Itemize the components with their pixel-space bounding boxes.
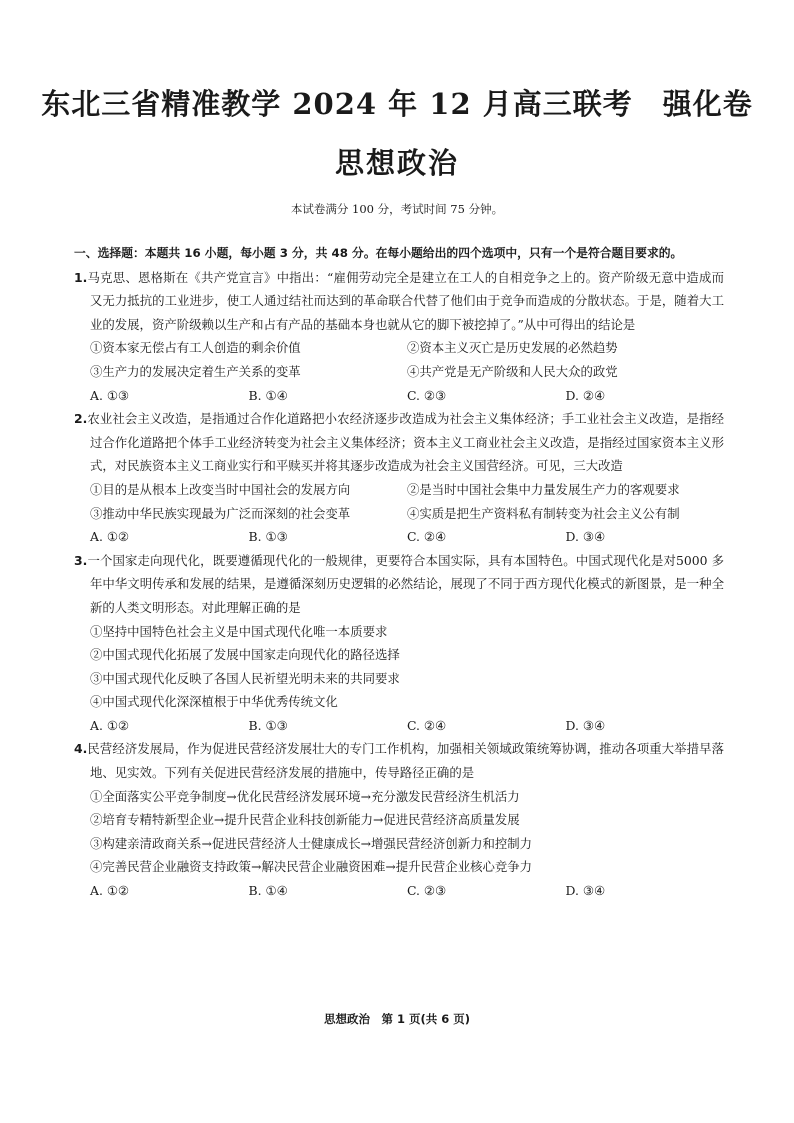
choice-d: D. ③④ — [565, 717, 606, 733]
choice-a: A. ①③ — [90, 387, 130, 403]
answer-choices — [90, 714, 724, 738]
choice-a: A. ①② — [90, 529, 130, 545]
option-item: ②培育专精特新型企业→提升民营企业科技创新能力→促进民营经济高质量发展 — [90, 812, 520, 828]
subject-title: 思想政治 — [334, 146, 459, 180]
page-footer: 思想政治 第 1 页(共 6 页) — [323, 1012, 471, 1026]
option-item: ②是当时中国社会集中力量发展生产力的客观要求 — [407, 481, 680, 497]
option-item: ③生产力的发展决定着生产关系的变革 — [90, 363, 301, 379]
option-item: ④中国式现代化深深植根于中华优秀传统文化 — [90, 694, 338, 710]
option-item: ①目的是从根本上改变当时中国社会的发展方向 — [90, 481, 351, 497]
question-4 — [74, 737, 724, 902]
option-row — [90, 360, 724, 384]
question-number: 4. — [74, 741, 88, 757]
choice-b: B. ①③ — [248, 529, 288, 545]
question-options — [74, 785, 724, 903]
choice-b: B. ①③ — [248, 717, 288, 733]
question-3 — [74, 549, 724, 738]
exam-note: 本试卷满分 100 分，考试时间 75 分钟。 — [290, 202, 504, 216]
option-item: ④完善民营企业融资支持政策→解决民营企业融资困难→提升民营企业核心竞争力 — [90, 859, 533, 875]
choice-d: D. ③④ — [565, 883, 606, 899]
question-stem — [74, 266, 724, 337]
choice-c: C. ②④ — [407, 717, 447, 733]
choice-a: A. ①② — [90, 717, 130, 733]
question-text: 马克思、恩格斯在《共产党宣言》中指出：“雇佣劳动完全是建立在工人的自相竞争之上的。资产阶级无意中造成而又无力抵抗的工业进步，使工人通过结社而达到的革命联合代替了他们由于竞争而造成的分散状态。于是，随着大工业的发展，资产阶级赖以生产和占有产品的基础本身也就从它的脚下被挖掉了。”从中可得出的结论是 — [87, 269, 724, 332]
choice-c: C. ②③ — [407, 883, 447, 899]
question-2 — [74, 407, 724, 549]
option-item: ④共产党是无产阶级和人民大众的政党 — [407, 363, 618, 379]
choice-b: B. ①④ — [248, 883, 288, 899]
option-item: ③推动中华民族实现最为广泛而深刻的社会变革 — [90, 505, 351, 521]
choice-d: D. ②④ — [565, 387, 606, 403]
choice-c: C. ②④ — [407, 529, 447, 545]
question-options — [74, 620, 724, 738]
question-number: 1. — [74, 269, 88, 285]
choice-a: A. ①② — [90, 883, 130, 899]
question-stem — [74, 549, 724, 620]
option-item: ①资本家无偿占有工人创造的剩余价值 — [90, 340, 301, 356]
question-text: 民营经济发展局，作为促进民营经济发展壮大的专门工作机构，加强相关领域政策统筹协调，推动各项重大举措早落地、见实效。下列有关促进民营经济发展的措施中，传导路径正确的是 — [87, 741, 724, 781]
option-item: ①全面落实公平竞争制度→优化民营经济发展环境→充分激发民营经济生机活力 — [90, 788, 520, 804]
option-row — [90, 502, 724, 526]
answer-choices — [90, 525, 724, 549]
question-1 — [74, 266, 724, 408]
option-item: ④实质是把生产资料私有制转变为社会主义公有制 — [407, 505, 680, 521]
question-number: 3. — [74, 552, 88, 568]
question-options — [74, 478, 724, 549]
answer-choices — [90, 384, 724, 408]
choice-c: C. ②③ — [407, 387, 447, 403]
question-stem — [74, 407, 724, 478]
option-item: ②中国式现代化拓展了发展中国家走向现代化的路径选择 — [90, 647, 400, 663]
option-row — [90, 478, 724, 502]
question-text: 一个国家走向现代化，既要遵循现代化的一般规律，更要符合本国实际，具有本国特色。中国式现代化是对5000 多年中华文明传承和发展的结果，是遵循深刻历史逻辑的必然结论，展现了不同于西方现代化模式的新图景，是一种全新的人类文明形态。对此理解正确的是 — [87, 552, 724, 615]
option-item: ②资本主义灭亡是历史发展的必然趋势 — [407, 340, 618, 356]
choice-d: D. ③④ — [565, 529, 606, 545]
question-text: 农业社会主义改造，是指通过合作化道路把小农经济逐步改造成为社会主义集体经济；手工业社会主义改造，是指经过合作化道路把个体手工业经济转变为社会主义集体经济；资本主义工商业社会主义改造，是指经过国家资本主义形式，对民族资本主义工商业实行和平赎买并将其逐步改造成为社会主义国营经济。可见，三大改造 — [87, 411, 724, 474]
question-stem — [74, 737, 724, 784]
option-item: ③中国式现代化反映了各国人民祈望光明未来的共同要求 — [90, 670, 400, 686]
answer-choices — [90, 879, 724, 903]
question-options — [74, 336, 724, 407]
option-item: ③构建亲清政商关系→促进民营经济人士健康成长→增强民营经济创新力和控制力 — [90, 835, 533, 851]
option-row — [90, 336, 724, 360]
exam-body — [74, 242, 724, 903]
choice-b: B. ①④ — [248, 387, 288, 403]
section-heading: 一、选择题：本题共 16 小题，每小题 3 分，共 48 分。在每小题给出的四个选项中，只有一个是符合题目要求的。 — [74, 246, 683, 260]
question-number: 2. — [74, 411, 88, 427]
exam-title: 东北三省精准教学 2024 年 12 月高三联考 强化卷 — [41, 87, 753, 121]
option-item: ①坚持中国特色社会主义是中国式现代化唯一本质要求 — [90, 623, 388, 639]
